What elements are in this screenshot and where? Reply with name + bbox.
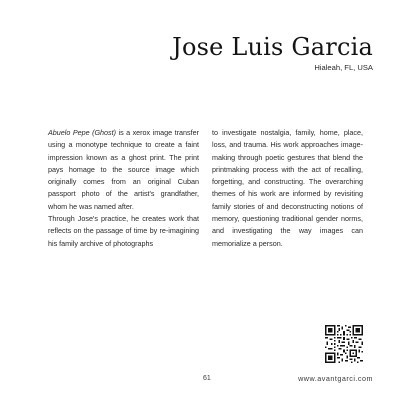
artist-name: Jose Luis Garcia <box>172 33 373 61</box>
website-link-wrapper <box>298 374 373 383</box>
text-column-right <box>212 127 363 250</box>
paragraph-practice: Through Jose's practice, he creates work that reflects on the passage of time by re-imagining his family archive of photographs <box>48 214 199 248</box>
paragraph-intro <box>48 127 199 213</box>
website-link[interactable]: www.avantgarci.com <box>298 374 373 383</box>
qr-code-icon[interactable] <box>325 325 363 363</box>
work-title: Abuelo Pepe (Ghost) <box>48 128 117 137</box>
artist-location: Hialeah, FL, USA <box>314 63 373 72</box>
text-column-left <box>48 127 199 250</box>
page-number: 61 <box>203 375 211 382</box>
paragraph-themes: to investigate nostalgia, family, home, place, loss, and trauma. His work approaches image-making through poetic gestures that blend the printmaking process with the act of recalling, forgetting, and constructing. The overarching themes of his work are informed by revisiting family stories of and deconstructing notions of memory, questioning traditional gender norms, and investigating the way images can memorialize a person. <box>212 128 363 248</box>
paragraph-intro-text: is a xerox image transfer using a monotype technique to create a faint impression known as a ghost print. The print pays homage to the source image which originally comes from an original Cuban passport photo of the artist's grandfather, whom he was named after. <box>48 128 199 211</box>
